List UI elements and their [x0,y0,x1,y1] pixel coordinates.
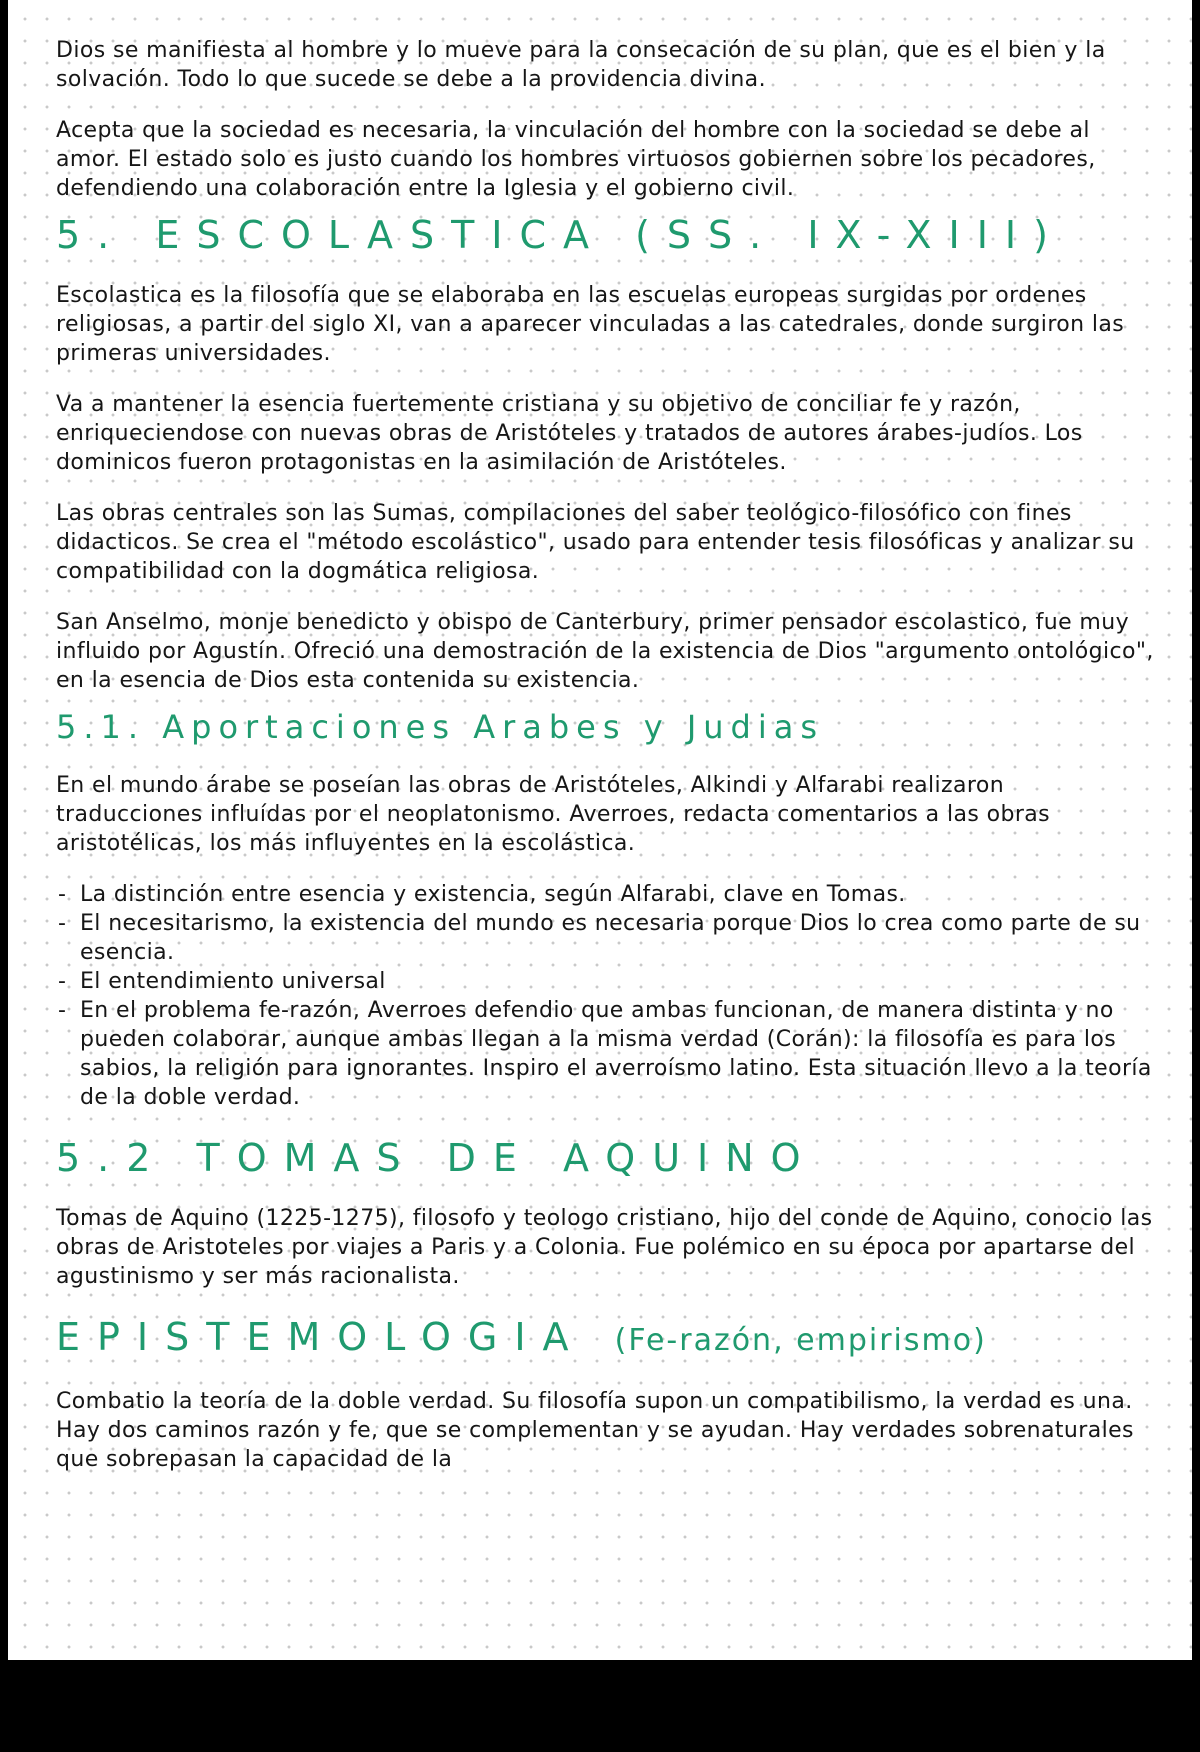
section-5-paragraph-4: San Anselmo, monje benedicto y obispo de Canterbury, primer pensador escolastico, fue muy influido por Agustín. Ofreció una demostración de la existencia de Dios "argumento ontológico", en la esencia de Dios esta contenida su existencia. [56,610,1154,693]
epistemologia-heading [56,1313,1156,1365]
bullet-item: - En el problema fe-razón, Averroes defendio que ambas funcionan, de manera distinta y no pueden colaborar, aunque ambas llegan a la misma verdad (Corán): la filosofía es para los sabios, la religión para ignorantes. Inspiro el averroísmo latino. Esta situación llevo a la teoría de la doble verdad. [56,996,1156,1112]
epistemologia-title: EPISTEMOLOGIA [56,1315,586,1359]
section-5-1-bullet-list [56,880,1156,1112]
section-5-1-paragraph: En el mundo árabe se poseían las obras de Aristóteles, Alkindi y Alfarabi realizaron traducciones influídas por el neoplatonismo. Averroes, redacta comentarios a las obras aristotélicas, los más influyentes en la escolástica. [56,773,1051,856]
notebook-page [8,0,1192,1660]
section-5-1-heading: 5.1. Aportaciones Arabes y Judias [56,708,825,746]
section-5-2-paragraph: Tomas de Aquino (1225-1275), filosofo y teologo cristiano, hijo del conde de Aquino, conocio las obras de Aristoteles por viajes a Paris y a Colonia. Fue polémico en su época por apartarse del agustinismo y ser más racionalista. [56,1206,1153,1289]
section-5-2-heading: 5.2 TOMAS DE AQUINO [56,1136,818,1180]
section-5-paragraph-3: Las obras centrales son las Sumas, compilaciones del saber teológico-filosófico con fines didacticos. Se crea el "método escolástico", usado para entender tesis filosóficas y analizar su compatibilidad con la dogmática religiosa. [56,501,1135,584]
epistemologia-paragraph: Combatio la teoría de la doble verdad. Su filosofía supon un compatibilismo, la verdad es una. Hay dos caminos razón y fe, que se complementan y se ayudan. Hay verdades sobrenaturales que sobrepasan la capacidad de la [56,1389,1134,1472]
section-5-paragraph-1: Escolastica es la filosofía que se elaboraba en las escuelas europeas surgidas por ordenes religiosas, a partir del siglo XI, van a aparecer vinculadas a las catedrales, donde surgiron las primeras universidades. [56,283,1125,366]
bullet-item: - El entendimiento universal [56,967,1156,996]
section-5-paragraph-2: Va a mantener la esencia fuertemente cristiana y su objetivo de conciliar fe y razón, enriqueciendose con nuevas obras de Aristóteles y tratados de autores árabes-judíos. Los dominicos fueron protagonistas en la asimilación de Aristóteles. [56,392,1083,475]
intro-paragraph-2: Acepta que la sociedad es necesaria, la vinculación del hombre con la sociedad se debe al amor. El estado solo es justo cuando los hombres virtuosos gobiernen sobre los pecadores, defendiendo una colaboración entre la Iglesia y el gobierno civil. [56,118,1096,201]
intro-paragraph-1: Dios se manifiesta al hombre y lo mueve para la consecación de su plan, que es el bien y la solvación. Todo lo que sucede se debe a la providencia divina. [56,38,1106,92]
bullet-item: - El necesitarismo, la existencia del mundo es necesaria porque Dios lo crea como parte de su esencia. [56,909,1156,967]
epistemologia-subtitle: (Fe-razón, empirismo) [614,1323,987,1358]
bottom-black-bar [0,1660,1200,1752]
notes-content [56,36,1156,1496]
section-5-heading: 5. ESCOLASTICA (SS. IX-XIII) [56,213,1065,257]
bullet-item: - La distinción entre esencia y existencia, según Alfarabi, clave en Tomas. [56,880,1156,909]
